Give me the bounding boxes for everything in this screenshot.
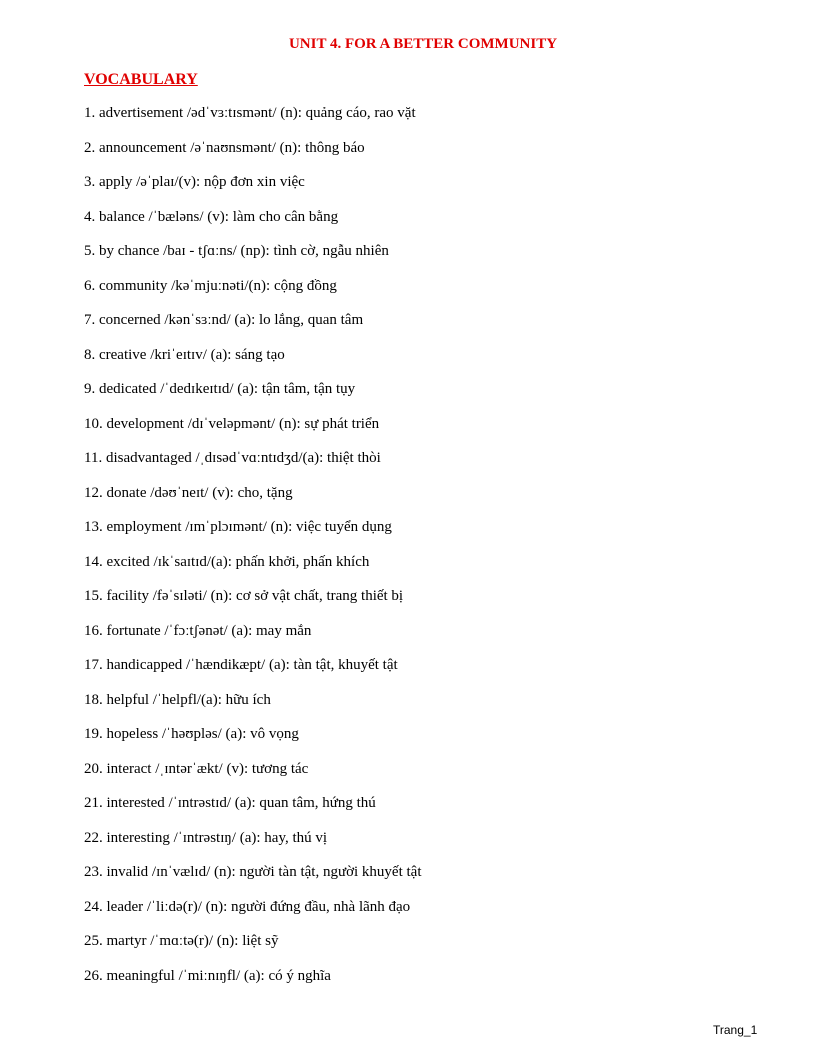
vocabulary-list: [84, 104, 422, 1001]
vocab-item: 1. advertisement /ədˈvɜːtɪsmənt/ (n): quảng cáo, rao vặt: [84, 105, 416, 121]
vocab-item: 7. concerned /kənˈsɜːnd/ (a): lo lắng, quan tâm: [84, 312, 364, 328]
vocab-item: 11. disadvantaged /ˌdɪsədˈvɑːntɪdʒd/(a): thiệt thòi: [84, 450, 381, 466]
vocab-item: 23. invalid /ɪnˈvælɪd/ (n): người tàn tật, người khuyết tật: [84, 864, 422, 880]
vocab-item: 15. facility /fəˈsɪləti/ (n): cơ sở vật chất, trang thiết bị: [84, 588, 404, 604]
vocab-item: 26. meaningful /ˈmiːnɪŋfl/ (a): có ý nghĩa: [84, 967, 331, 984]
vocab-item: 21. interested /ˈɪntrəstɪd/ (a): quan tâm, hứng thú: [84, 795, 376, 811]
page-number-footer: Trang_1: [713, 1023, 758, 1037]
vocab-item: 12. donate /dəʊˈneɪt/ (v): cho, tặng: [84, 484, 293, 501]
vocab-item: 10. development /dɪˈveləpmənt/ (n): sự phát triển: [84, 415, 380, 432]
vocab-item: 2. announcement /əˈnaʊnsmənt/ (n): thông báo: [84, 139, 365, 156]
vocab-item: 25. martyr /ˈmɑːtə(r)/ (n): liệt sỹ: [84, 933, 279, 949]
vocab-item: 16. fortunate /ˈfɔːtʃənət/ (a): may mắn: [84, 622, 312, 639]
vocab-item: 17. handicapped /ˈhændikæpt/ (a): tàn tật, khuyết tật: [84, 657, 398, 673]
vocab-item: 18. helpful /ˈhelpfl/(a): hữu ích: [84, 691, 271, 708]
vocab-item: 4. balance /ˈbæləns/ (v): làm cho cân bằng: [84, 208, 339, 225]
vocab-item: 3. apply /əˈplaɪ/(v): nộp đơn xin việc: [84, 174, 305, 190]
page-title: UNIT 4. FOR A BETTER COMMUNITY: [288, 36, 558, 52]
vocab-item: 13. employment /ɪmˈplɔɪmənt/ (n): việc tuyển dụng: [84, 519, 392, 535]
vocab-item: 14. excited /ɪkˈsaɪtɪd/(a): phấn khởi, phấn khích: [84, 553, 370, 570]
vocab-item: 8. creative /kriˈeɪtɪv/ (a): sáng tạo: [84, 346, 285, 363]
vocab-item: 22. interesting /ˈɪntrəstɪŋ/ (a): hay, thú vị: [84, 829, 328, 846]
section-heading-vocabulary: VOCABULARY: [84, 71, 198, 88]
vocab-item: 20. interact /ˌɪntərˈækt/ (v): tương tác: [84, 760, 309, 777]
vocab-item: 24. leader /ˈliːdə(r)/ (n): người đứng đầu, nhà lãnh đạo: [84, 898, 411, 915]
vocab-item: 19. hopeless /ˈhəʊpləs/ (a): vô vọng: [84, 726, 299, 742]
vocab-item: 6. community /kəˈmjuːnəti/(n): cộng đồng: [84, 277, 337, 294]
vocab-item: 5. by chance /baɪ - tʃɑːns/ (np): tình cờ, ngẫu nhiên: [84, 243, 389, 259]
vocab-item: 9. dedicated /ˈdedɪkeɪtɪd/ (a): tận tâm, tận tụy: [84, 381, 356, 397]
